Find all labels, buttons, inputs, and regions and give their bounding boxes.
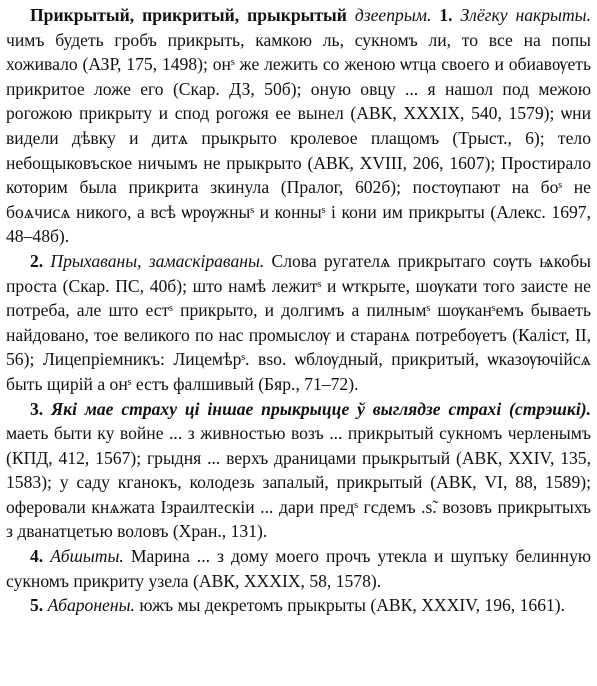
sense-text-3: маеть быти ку войне ... з живностью возъ ... прикрытый сукномъ черленымъ (КПД, 412, 1567); грыдня ... верхъ драницами прыкрытый (АВК, XXIV, 135, 1583); у саду кганокъ, колодезь запалый, прикрытый (АВК, VI, 88, 1589); оферовали кнѧжата Ізраилтескіи ... дари предˢ гсдемъ .ѕ̃. возовъ прикрытыхъ з дванатцетью воловъ (Хран., 131).	[6, 423, 591, 542]
sense-gloss-1: Злёгку накрыты.	[460, 5, 591, 25]
sense-text-5: южъ мы декретомъ прыкрыты (АВК, XXXIV, 196, 1661).	[134, 595, 566, 616]
sense-number-3: 3.	[30, 398, 44, 419]
sense-number-2: 2.	[30, 250, 44, 271]
entry-paragraph-5	[6, 593, 591, 618]
sense-gloss-5: Абаронены.	[47, 595, 135, 616]
sense-number-5: 5.	[30, 595, 44, 616]
sense-gloss-2: Прыхаваны, замаскіраваны.	[50, 250, 265, 271]
sense-gloss-3: Які мае страху ці іншае прыкрыцце ў выглядзе страхі (стрэшкі).	[51, 398, 591, 419]
headword: Прикрытый, прикритый, прыкрытый	[30, 5, 347, 25]
sense-text-2: Слова ругателѧ прикрытаго сѹть ѩкобы проста (Скар. ПС, 40б); што намѣ лежитˢ и ѡткрыте, шѹкати того заисте не потреба, але што естˢ прикрыто, и долгимъ а пилнымˢ шѹканˢемъ бываеть найдовано, тое великого по нас промыслѹ и старанѧ потребѹетъ (Каліст, II, 56); Лицепріемникъ: Лицемѣрˢ. вѕо. ѡблѹдный, прикритый, ѡказѹючійсѧ быть щирій а онˢ естъ фалшивый (Бяр., 71–72).	[6, 250, 591, 394]
sense-number-4: 4.	[30, 546, 44, 567]
sense-number-1: 1.	[439, 5, 453, 25]
entry-paragraph-2	[6, 249, 591, 397]
sense-text-4: Марина ... з дому моего прочъ утекла и шупъку белинную сукномъ прикриту узела (АВК, XXXIX, 58, 1578).	[6, 546, 592, 591]
entry-paragraph-4	[6, 544, 591, 593]
entry-paragraph-3	[6, 397, 591, 545]
sense-text-1: чимъ будеть гробъ прикрыть, камкою ль, сукномъ ли, то все на попы хоживало (АЗР, 175, 1498); онˢ же лежить со женою ѡтца своего и обиавѹеть прикритое ложе его (Скар. ДЗ, 50б); оную овцу ... я нашол под межою рогожою прикрыту и спод рогожя ее вынел (АВК, XXXIX, 540, 1579); ѡни видели дѣвку и дитѧ прыкрыто кролевое плащомъ (Трыст., 6); тело небощыковъское ничымъ не прыкрыто (АВК, XVIII, 206, 1607); Простирало которим была прикрита зкинула (Пралог, 602б); постѹпают на боˢ не боѧчисѧ никого, а всѣ ѡрѹжныˢ и конныˢ і кони им прикрыты (Алекс. 1697, 48–48б).	[6, 29, 591, 247]
part-of-speech: дзеепрым.	[354, 5, 432, 25]
entry-paragraph-1	[6, 3, 591, 249]
sense-gloss-4: Абшыты.	[50, 546, 124, 567]
